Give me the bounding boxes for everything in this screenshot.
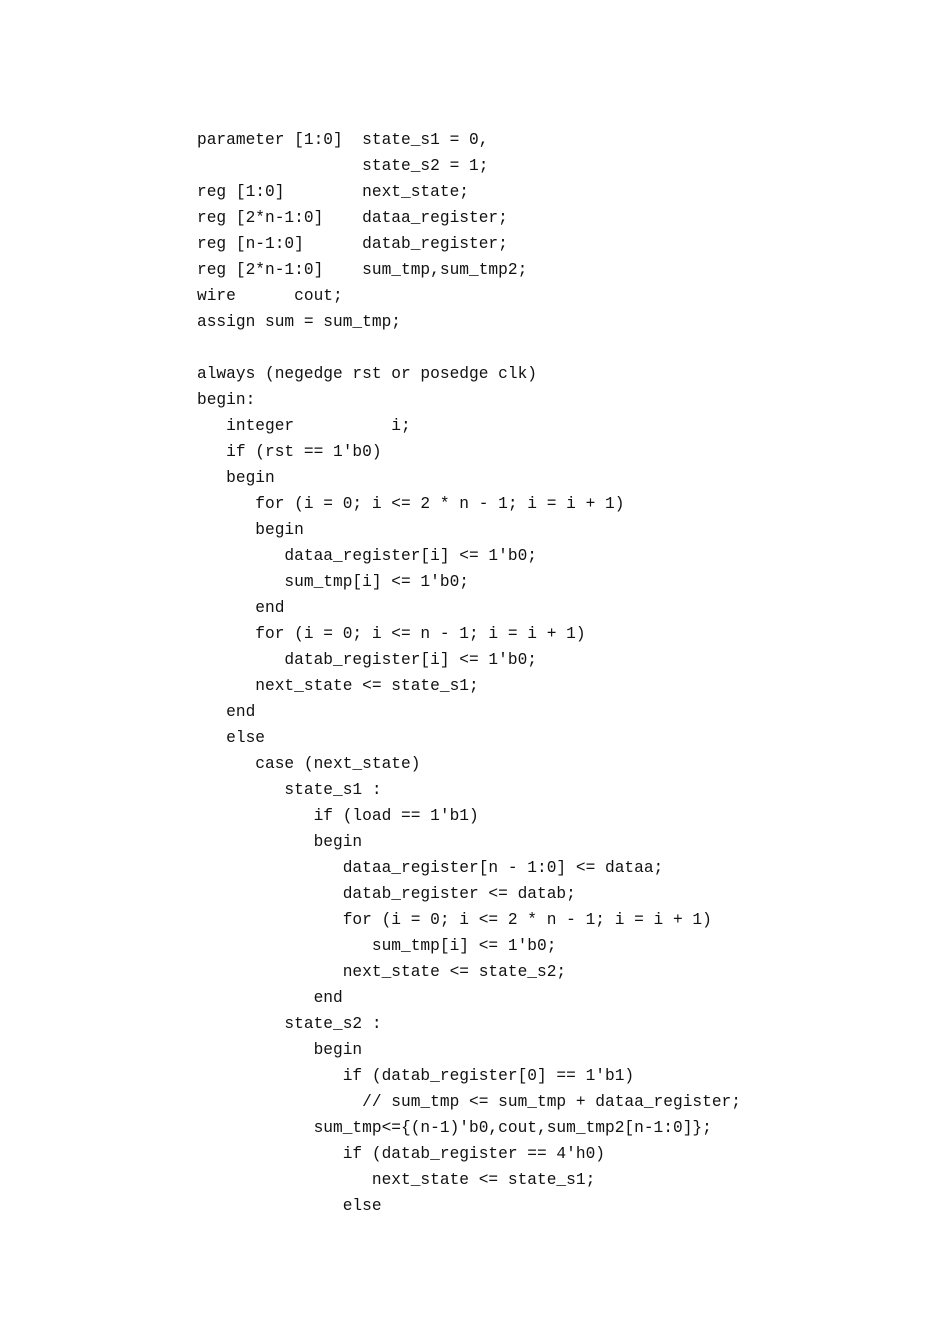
code-line: next_state <= state_s1; [197, 1171, 596, 1189]
code-line: reg [2*n-1:0] dataa_register; [197, 209, 508, 227]
code-line: dataa_register[n - 1:0] <= dataa; [197, 859, 664, 877]
code-line: if (datab_register[0] == 1'b1) [197, 1067, 635, 1085]
code-line: wire cout; [197, 287, 343, 305]
code-line: datab_register[i] <= 1'b0; [197, 651, 537, 669]
code-line: always (negedge rst or posedge clk) [197, 365, 537, 383]
code-line: state_s2 = 1; [197, 157, 489, 175]
code-line: state_s2 : [197, 1015, 382, 1033]
code-line: begin [197, 521, 304, 539]
code-line: for (i = 0; i <= 2 * n - 1; i = i + 1) [197, 495, 625, 513]
code-line: sum_tmp[i] <= 1'b0; [197, 937, 557, 955]
code-line: begin [197, 1041, 363, 1059]
code-line [197, 335, 741, 361]
code-line: if (load == 1'b1) [197, 807, 479, 825]
code-line: reg [2*n-1:0] sum_tmp,sum_tmp2; [197, 261, 528, 279]
code-line: else [197, 729, 265, 747]
code-line: case (next_state) [197, 755, 421, 773]
code-line: reg [1:0] next_state; [197, 183, 469, 201]
code-line: next_state <= state_s1; [197, 677, 479, 695]
code-line: for (i = 0; i <= n - 1; i = i + 1) [197, 625, 586, 643]
code-line: integer i; [197, 417, 411, 435]
code-line: // sum_tmp <= sum_tmp + dataa_register; [197, 1093, 741, 1111]
code-line: end [197, 703, 256, 721]
code-line: dataa_register[i] <= 1'b0; [197, 547, 537, 565]
code-line: state_s1 : [197, 781, 382, 799]
code-line: begin: [197, 391, 256, 409]
code-line: for (i = 0; i <= 2 * n - 1; i = i + 1) [197, 911, 712, 929]
code-line: parameter [1:0] state_s1 = 0, [197, 131, 489, 149]
code-line: if (rst == 1'b0) [197, 443, 382, 461]
code-line: end [197, 989, 343, 1007]
code-listing [197, 127, 741, 1219]
code-line: else [197, 1197, 382, 1215]
code-line: assign sum = sum_tmp; [197, 313, 401, 331]
code-line: sum_tmp<={(n-1)'b0,cout,sum_tmp2[n-1:0]}; [197, 1119, 712, 1137]
code-line: begin [197, 469, 275, 487]
code-line: end [197, 599, 285, 617]
code-line: if (datab_register == 4'h0) [197, 1145, 605, 1163]
code-line: next_state <= state_s2; [197, 963, 567, 981]
code-line: begin [197, 833, 363, 851]
code-line: datab_register <= datab; [197, 885, 576, 903]
code-line: sum_tmp[i] <= 1'b0; [197, 573, 469, 591]
code-line: reg [n-1:0] datab_register; [197, 235, 508, 253]
